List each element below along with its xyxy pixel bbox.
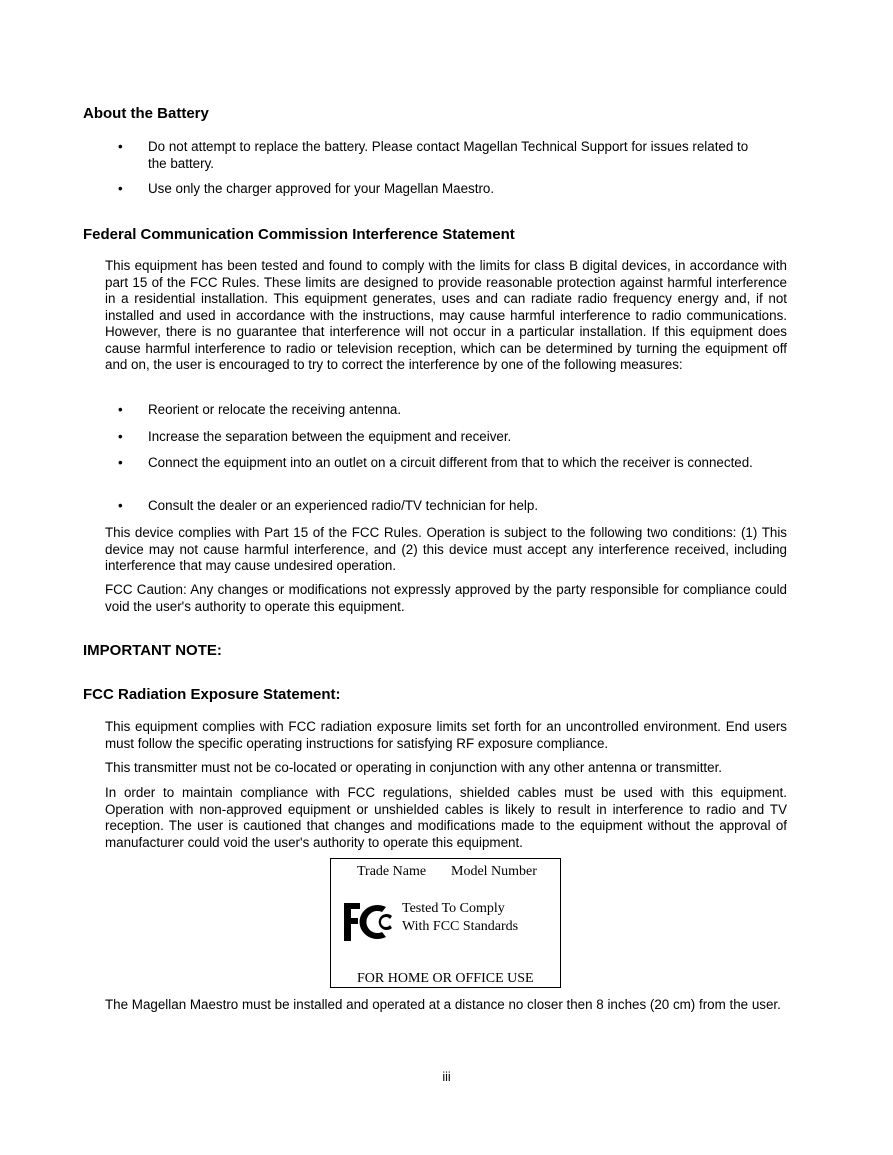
fcc-standards-text: With FCC Standards — [402, 919, 519, 934]
list-item — [118, 455, 758, 472]
fcc-bullet-4: Consult the dealer or an experienced radio/TV technician for help. — [148, 498, 539, 513]
list-item — [118, 429, 758, 446]
home-office-use-text: FOR HOME OR OFFICE USE — [357, 971, 534, 986]
tested-to-comply-text: Tested To Comply — [402, 901, 505, 916]
battery-heading: About the Battery — [83, 105, 209, 122]
bullet-icon: • — [118, 181, 123, 196]
fcc-bullet-1: Reorient or relocate the receiving antenna. — [148, 402, 402, 417]
fcc-intro-paragraph: This equipment has been tested and found to comply with the limits for class B digital devices, in accordance with part 15 of the FCC Rules. These limits are designed to provide reasonable protection against harmful interference in a residential installation. This equipment generates, uses and can radiate radio frequency energy and, if not installed and used in accordance with the instructions, may cause harmful interference to radio communications. However, there is no guarantee that interference will not occur in a particular installation. If this equipment does cause harmful interference to radio or television reception, which can be determined by turning the equipment off and on, the user is encouraged to try to correct the interference by one of the following measures: — [105, 258, 787, 372]
radiation-heading: FCC Radiation Exposure Statement: — [83, 686, 341, 703]
distance-note-paragraph: The Magellan Maestro must be installed and operated at a distance no closer then 8 inches (20 cm) from the user. — [105, 997, 781, 1012]
fcc-bullet-2: Increase the separation between the equipment and receiver. — [148, 429, 512, 444]
fcc-compliance-paragraph: This device complies with Part 15 of the FCC Rules. Operation is subject to the following two conditions: (1) This device may not cause harmful interference, and (2) this device must accept any interference received, including interference that may cause undesired operation. — [105, 525, 787, 573]
bullet-icon: • — [118, 429, 123, 444]
radiation-paragraph-1: This equipment complies with FCC radiation exposure limits set forth for an uncontrolled environment. End users must follow the specific operating instructions for satisfying RF exposure compliance. — [105, 719, 787, 751]
fcc-interference-heading: Federal Communication Commission Interference Statement — [83, 226, 515, 243]
bullet-icon: • — [118, 139, 123, 154]
list-item — [118, 498, 758, 515]
important-note-heading: IMPORTANT NOTE: — [83, 642, 222, 659]
bullet-icon: • — [118, 498, 123, 513]
radiation-paragraph-2: This transmitter must not be co-located or operating in conjunction with any other antenna or transmitter. — [105, 760, 723, 775]
list-item — [118, 181, 758, 198]
fcc-compliance-label — [330, 858, 561, 988]
list-item — [118, 139, 758, 172]
battery-bullet-2: Use only the charger approved for your Magellan Maestro. — [148, 181, 495, 196]
bullet-icon: • — [118, 402, 123, 417]
list-item — [118, 402, 758, 419]
fcc-bullet-3: Connect the equipment into an outlet on a circuit different from that to which the receiver is connected. — [148, 455, 753, 470]
model-number-label: Model Number — [451, 864, 537, 879]
radiation-paragraph-3: In order to maintain compliance with FCC regulations, shielded cables must be used with this equipment. Operation with non-approved equipment or unshielded cables is likely to result in interference to radio and TV reception. The user is cautioned that changes and modifications made to the equipment without the approval of manufacturer could void the user's authority to operate this equipment. — [105, 785, 787, 850]
fcc-caution-paragraph: FCC Caution: Any changes or modifications not expressly approved by the party responsible for compliance could void the user's authority to operate this equipment. — [105, 582, 787, 614]
page-number: iii — [442, 1070, 451, 1084]
bullet-icon: • — [118, 455, 123, 470]
battery-bullet-1: Do not attempt to replace the battery. Please contact Magellan Technical Support for issues related to the battery. — [148, 139, 749, 171]
trade-name-label: Trade Name — [357, 864, 427, 879]
fcc-logo-icon — [342, 901, 398, 945]
